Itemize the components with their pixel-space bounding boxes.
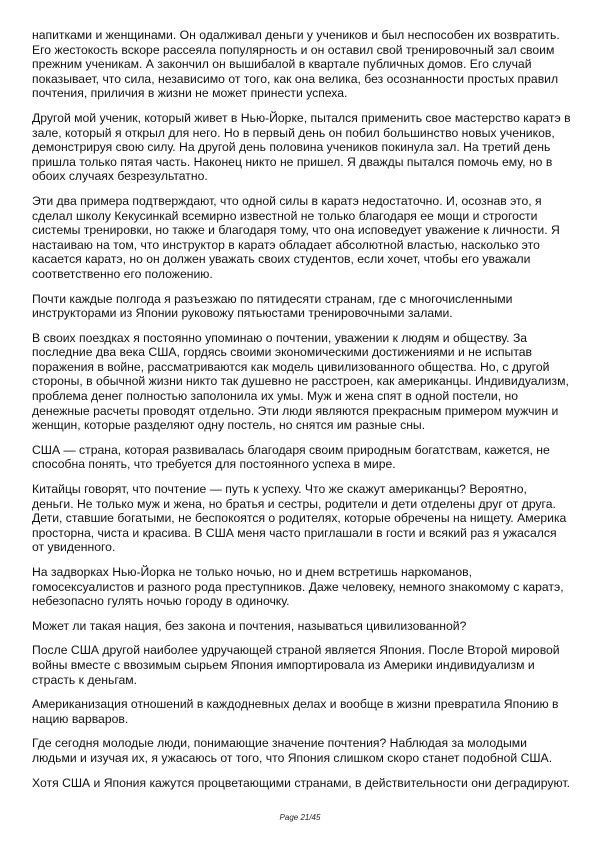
text-line: Почти каждые полгода я разъезжаю по пятидесяти странам, где с многочисленными [32, 291, 513, 306]
text-line: пришла только пятая часть. Наконец никто не пришел. Я дважды пытался помочь ему, но в [32, 154, 553, 169]
text-line: системы тренировки, но также и благодаря тому, что она исповедует уважение к личности. Я [32, 223, 560, 238]
text-line: деньги. Не только муж и жена, но братья и сестры, родители и дети отделены друг от друга. [32, 496, 556, 511]
text-line: людьми и изучая их, я ужасаюсь от того, что Япония слишком скоро станет подобной США. [32, 750, 553, 765]
paragraph [32, 331, 577, 433]
text-line: После США другой наиболее удручающей страной является Япония. После Второй мировой [32, 643, 560, 658]
paragraph [32, 443, 577, 472]
text-line: женщин, которые разделяют одну постель, но снятся им разные сны. [32, 418, 426, 433]
text-line: способна понять, что требуется для постоянного успеха в мире. [32, 457, 396, 472]
paragraph [32, 111, 577, 184]
paragraph [32, 28, 577, 101]
text-line: гомосексуалистов и разного рода преступников. Даже человеку, немного знакомому с каратэ, [32, 579, 564, 594]
text-line: соответственно его положению. [32, 266, 213, 281]
text-line: демонстрируя свою силу. На другой день половина учеников покинула зал. На третий день [32, 140, 551, 155]
text-line: прежним ученикам. А закончил он вышибалой в квартале публичных домов. Его случай [32, 57, 532, 72]
text-line: денежные расчеты проводят отдельно. Эти люди являются прекрасным примером мужчин и [32, 403, 559, 418]
text-line: инструкторами из Японии руковожу пятьюстами тренировочными залами. [32, 306, 453, 321]
text-line: Китайцы говорят, что почтение — путь к успеху. Что же скажут американцы? Вероятно, [32, 482, 527, 497]
paragraph [32, 619, 577, 634]
text-line: поражения в войне, рассматриваются как модель цивилизованного общества. Но, с другой [32, 359, 550, 374]
text-line: США — страна, которая развивалась благодаря своим природным богатствам, кажется, не [32, 442, 550, 457]
paragraph [32, 194, 577, 282]
paragraph [32, 565, 577, 609]
text-line: Хотя США и Япония кажутся процветающими странами, в действительности они деградируют. [32, 775, 570, 790]
text-line: последние два века США, гордясь своими экономическими достижениями и не испытав [32, 345, 533, 360]
text-line: Другой мой ученик, который живет в Нью-Йорке, пытался применить свое мастерство каратэ в [32, 110, 571, 125]
text-line: Его жестокость вскоре рассеяла популярность и он оставил свой тренировочный зал своим [32, 42, 555, 57]
text-line: проблема денег полностью заполонила их умы. Муж и жена спят в одной постели, но [32, 389, 519, 404]
text-line: На задворках Нью-Йорка не только ночью, но и днем встретишь наркоманов, [32, 565, 473, 579]
text-line: нацию варваров. [32, 711, 129, 726]
text-line: сделал школу Кекусинкай всемирно известной не только благодаря ее мощи и строгости [32, 208, 538, 223]
paragraph [32, 643, 577, 687]
page-number: Page 21/45 [279, 813, 321, 822]
text-line: Дети, ставшие богатыми, не беспокоятся о родителях, которые обречены на нищету. Америка [32, 511, 567, 526]
paragraph [32, 776, 577, 791]
text-line: стороны, в обычной жизни никто так душевно не расстроен, как американцы. Индивидуализм, [32, 374, 569, 389]
text-line: настаиваю на том, что инструктор в каратэ обладает абсолютной властью, насколько это [32, 237, 540, 252]
paragraph [32, 292, 577, 321]
text-line: от увиденного. [32, 540, 116, 555]
paragraph [32, 736, 577, 765]
text-line: касается каратэ, но он должен уважать своих студентов, если хочет, чтобы его уважали [32, 252, 531, 267]
text-line: небезопасно гулять ночью городу в одиночку. [32, 594, 290, 609]
text-line: просторна, чиста и красива. В США меня часто приглашали в гости и всякий раз я ужасался [32, 525, 557, 540]
text-line: Может ли такая нация, без закона и почтения, называться цивилизованной? [32, 618, 467, 633]
text-line: Где сегодня молодые люди, понимающие значение почтения? Наблюдая за молодыми [32, 736, 527, 751]
text-line: обоих случаях безрезультатно. [32, 169, 208, 184]
text-line: Американизация отношений в каждодневных делах и вообще в жизни превратила Японию в [32, 697, 559, 712]
text-line: страсть к деньгам. [32, 672, 138, 687]
text-line: Эти два примера подтверждают, что одной силы в каратэ недостаточно. И, осознав это, я [32, 193, 542, 208]
document-body [32, 28, 577, 800]
paragraph [32, 697, 577, 726]
text-line: напитками и женщинами. Он одалживал деньги у учеников и был неспособен их возвратить. [32, 28, 560, 42]
text-line: почтения, приличия в жизни не может принести успеха. [32, 86, 348, 101]
text-line: В своих поездках я постоянно упоминаю о почтении, уважении к людям и обществу. За [32, 330, 528, 345]
text-line: показывает, что сила, независимо от того, как она велика, без осознанности простых правил [32, 71, 559, 86]
paragraph [32, 482, 577, 555]
text-line: зале, который я открыл для него. Но в первый день он побил большинство новых учеников, [32, 125, 555, 140]
text-line: войны вместе с ввозимым сырьем Япония импортировала из Америки индивидуализм и [32, 657, 535, 672]
